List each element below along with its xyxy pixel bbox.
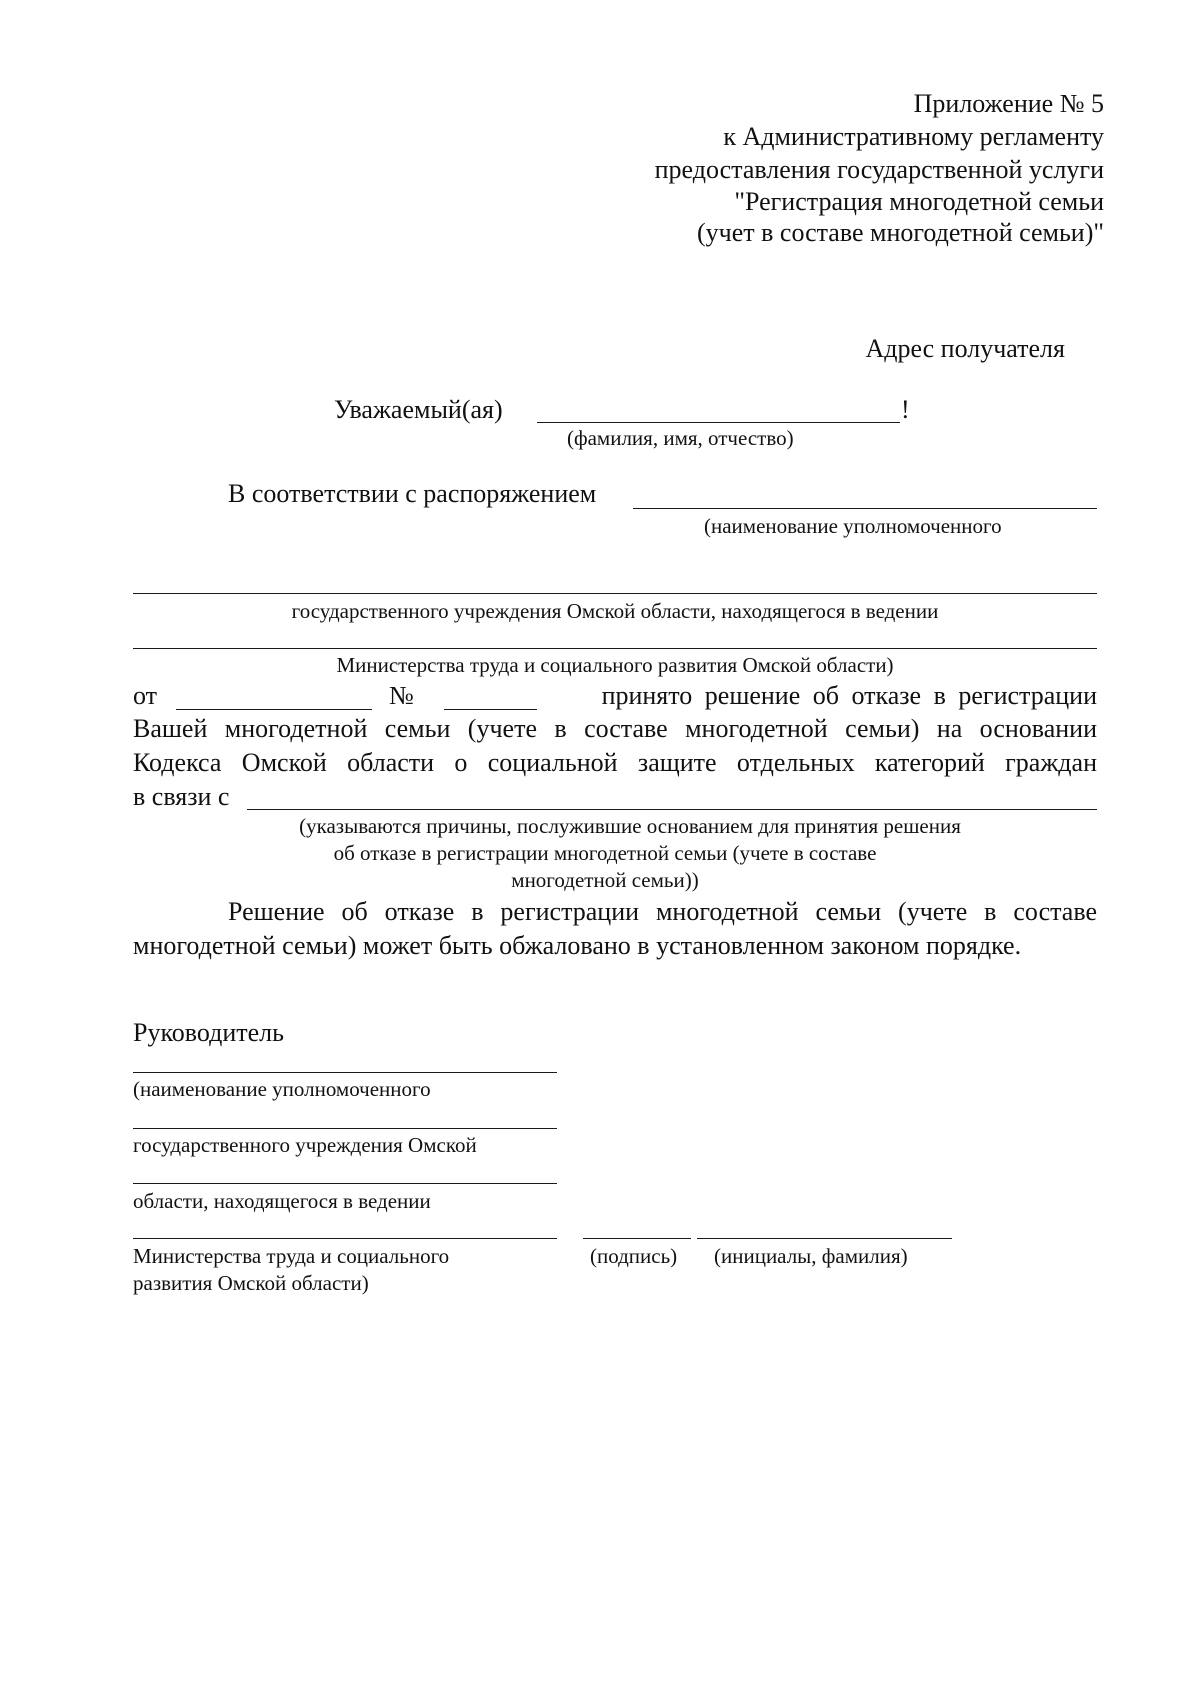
decision-date-blank [176,709,372,710]
decision-number-sign: № [389,681,414,710]
head-caption-1: (наименование уполномоченного [133,1077,431,1101]
greeting-prefix: Уважаемый(ая) [334,395,503,424]
head-blank-3 [133,1183,557,1184]
head-caption-5: развития Омской области) [133,1271,369,1295]
decision-reason-prefix: в связи с [133,782,230,811]
appeal-line-1: Решение об отказе в регистрации многодетной семьи (учете в составе [228,897,1097,926]
order-blank-3 [133,648,1097,649]
decision-reason-blank [247,809,1097,810]
decision-number-blank [444,709,537,710]
reason-caption-2: об отказе в регистрации многодетной семьи (учете в составе [333,841,877,865]
recipient-address-label: Адрес получателя [865,334,1065,363]
head-caption-2: государственного учреждения Омской [133,1133,477,1157]
signature-blank [583,1238,691,1239]
decision-text: принято решение об отказе в регистрации [601,681,1097,710]
decision-from-word: от [133,681,158,710]
order-blank-1 [633,508,1097,509]
head-blank-1 [133,1072,557,1073]
appendix-title: Приложение № 5 [913,89,1104,118]
reason-caption-3: многодетной семьи)) [511,868,699,892]
decision-line-2: Вашей многодетной семьи (учете в составе многодетной семьи) на основании [133,714,1097,743]
appendix-service-name-line: "Регистрация многодетной семьи [734,187,1104,216]
head-blank-4 [133,1238,557,1239]
appendix-regulation-line: к Административному регламенту [723,122,1104,151]
greeting-name-blank [537,422,900,423]
order-intro: В соответствии с распоряжением [228,479,597,508]
appendix-service-name-line-2: (учет в составе многодетной семьи)" [696,218,1104,247]
order-caption-2: государственного учреждения Омской области, находящегося в ведении [291,599,939,623]
reason-caption-1: (указываются причины, послужившие основанием для принятия решения [299,814,961,838]
head-blank-2 [133,1128,557,1129]
head-caption-3: области, находящегося в ведении [133,1189,431,1213]
decision-line-3: Кодекса Омской области о социальной защите отдельных категорий граждан [133,748,1097,777]
greeting-caption: (фамилия, имя, отчество) [567,426,794,450]
initials-blank [697,1238,952,1239]
initials-caption: (инициалы, фамилия) [714,1244,908,1268]
head-label: Руководитель [133,1018,284,1047]
head-caption-4: Министерства труда и социального [133,1244,450,1268]
appendix-service-line: предоставления государственной услуги [654,155,1104,184]
order-caption-1: (наименование уполномоченного [704,514,1002,538]
appeal-line-2: многодетной семьи) может быть обжаловано в установленном законом порядке. [133,931,1022,960]
order-blank-2 [133,593,1097,594]
order-caption-3: Министерства труда и социального развития Омской области) [336,653,894,677]
signature-caption: (подпись) [590,1244,678,1268]
greeting-suffix: ! [901,395,910,424]
